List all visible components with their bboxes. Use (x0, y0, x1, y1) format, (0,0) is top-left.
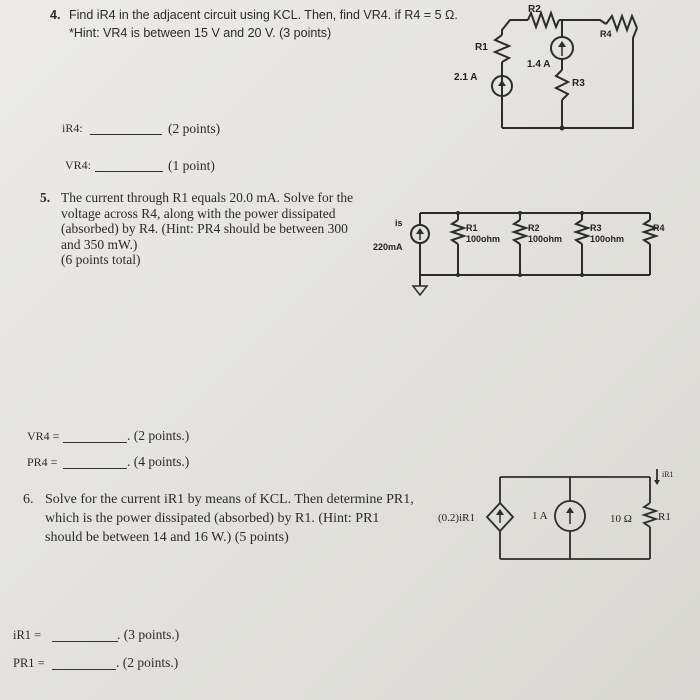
q5-answer-p-points: . (4 points.) (127, 454, 190, 469)
q5-r3-label: R3 (590, 223, 602, 233)
q6-answer-p-label: PR1 = (13, 656, 45, 670)
q4-line2: *Hint: VR4 is between 15 V and 20 V. (3 points) (69, 26, 332, 40)
q5-r1-zigzag (452, 220, 464, 244)
q5-ground-icon (413, 286, 427, 295)
q6-r1-value: 10 Ω (610, 513, 632, 525)
q4-answer-v-blank[interactable] (95, 159, 163, 172)
q4-right-bottom-wire (502, 28, 637, 128)
q5-answer-v-points: . (2 points.) (127, 428, 190, 443)
q4-answer-i-label: iR4: (62, 121, 83, 135)
q6-dep-source-label: (0.2)iR1 (438, 512, 475, 524)
q6-circuit-diagram (430, 455, 690, 595)
q5-total: (6 points total) (61, 252, 141, 267)
q4-mid-top-wire (559, 20, 606, 24)
q5-answer-p-blank[interactable] (63, 456, 127, 469)
q5-r2-value: 100ohm (528, 234, 563, 244)
q4-answer-v-points: (1 point) (168, 158, 215, 173)
q4-answer-i-blank[interactable] (90, 122, 162, 135)
q5-circuit-diagram (365, 200, 675, 300)
q6-r1-zigzag (644, 503, 656, 527)
q4-number: 4. (50, 8, 61, 22)
q6-current-arrow-icon (654, 480, 660, 485)
q5-source-value: 220mA (373, 242, 403, 252)
q6-answer-i-points: . (3 points.) (117, 627, 180, 642)
q5-answer-p-label: PR4 = (27, 455, 58, 469)
q5-r3-zigzag (576, 220, 588, 244)
q5-r2-label: R2 (528, 223, 540, 233)
q5-answer-v-blank[interactable] (63, 430, 127, 443)
q6-text: Solve for the current iR1 by means of KCL. Then determine PR1, which is the power dissipated (absorbed) by R1. (Hint: PR1 should be between 14 and 16 W.) (5 points) (45, 492, 414, 545)
q4-r3-zigzag (556, 70, 568, 100)
q4-r2-zigzag (528, 13, 559, 27)
q4-answer-v-label: VR4: (65, 158, 92, 172)
q4-line1: Find iR4 in the adjacent circuit using KCL. Then, find VR4. if R4 = 5 Ω. (69, 8, 458, 22)
q4-answer-i-points: (2 points) (168, 121, 221, 136)
q5-answer-v-label: VR4 = (27, 429, 60, 443)
q6-answer-p-points: . (2 points.) (116, 655, 179, 670)
q5-text: The current through R1 equals 20.0 mA. Solve for the voltage across R4, along with the power dissipated (absorbed) by R4. (Hint: PR4 should be between 300 and 350 mW.) (61, 190, 354, 252)
q4-top-left-wire (502, 20, 528, 35)
q4-source-mid-label: 1.4 A (527, 59, 551, 70)
q5-r1-label: R1 (466, 223, 478, 233)
q6-r1-label: R1 (658, 511, 671, 523)
q5-r2-zigzag (514, 220, 526, 244)
q6-ind-source-label: 1 A (532, 510, 548, 522)
q4-r4-zigzag (606, 16, 637, 30)
q4-r4-label: R4 (600, 29, 612, 39)
q5-r1-value: 100ohm (466, 234, 501, 244)
q4-r1-label: R1 (475, 42, 488, 53)
q6-answer-i-blank[interactable] (52, 629, 118, 642)
q6-answer-i-label: iR1 = (13, 628, 42, 642)
q6-number: 6. (23, 492, 34, 507)
q6-answer-p-blank[interactable] (52, 657, 116, 670)
q4-circuit-diagram (440, 0, 700, 140)
q5-number: 5. (40, 190, 51, 205)
q4-r1-zigzag (495, 35, 509, 62)
q4-r3-label: R3 (572, 78, 585, 89)
q4-r2-label: R2 (528, 4, 541, 15)
q5-is-label: is (395, 218, 403, 228)
q5-r4-label: R4 (653, 223, 665, 233)
q4-source-left-label: 2.1 A (454, 72, 478, 83)
q5-r3-value: 100ohm (590, 234, 625, 244)
q6-current-label: iR1 (662, 470, 674, 479)
